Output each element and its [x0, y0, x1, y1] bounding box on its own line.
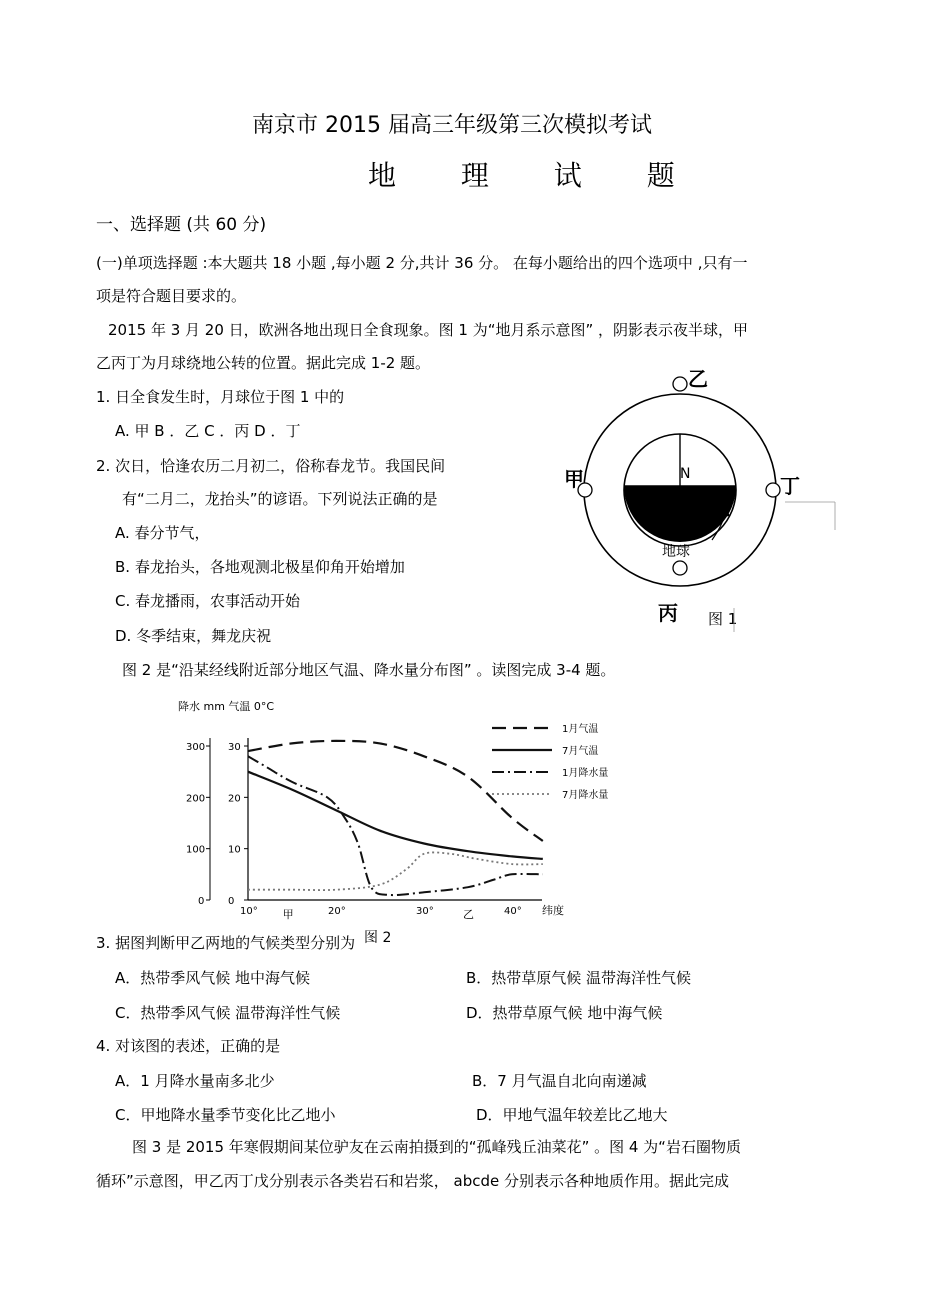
question-2-stem-1: 2. 次日，恰逢农历二月初二，俗称春龙节。我国民间: [96, 457, 446, 475]
series-line-3: [248, 756, 543, 895]
label-jia: 甲: [564, 467, 584, 491]
question-4-option-b: B．7 月气温自北向南递减: [472, 1072, 647, 1090]
legend-label-1: 1月气温: [562, 724, 599, 735]
moon-position-bing: [673, 561, 687, 575]
question-1-stem: 1. 日全食发生时，月球位于图 1 中的: [96, 388, 345, 406]
section-heading: 一、选择题 (共 60 分): [96, 215, 267, 235]
intro-q5-line-1: 图 3 是 2015 年寒假期间某位驴友在云南拍摄到的“孤峰残丘油菜花” 。图 4 为“岩石圈物质: [132, 1138, 741, 1156]
earth-label: 地球: [662, 544, 690, 560]
precip-tick-label: 200: [186, 793, 206, 805]
x-axis-label: 纬度: [542, 904, 564, 917]
question-3-option-c: C．热带季风气候 温带海洋性气候: [115, 1004, 341, 1022]
exam-title: 南京市 2015 届高三年级第三次模拟考试: [252, 113, 652, 138]
question-2-option-b: B. 春龙抬头，各地观测北极星仰角开始增加: [115, 558, 405, 576]
question-4-option-d: D．甲地气温年较差比乙地大: [476, 1106, 668, 1124]
precip-tick-label: 300: [186, 742, 206, 753]
figure-1-caption: 图 1: [708, 610, 738, 628]
question-2-option-a: A. 春分节气，: [115, 524, 210, 542]
question-2-option-c: C. 春龙播雨，农事活动开始: [115, 592, 301, 610]
x-tick-label: 20°: [328, 906, 346, 917]
intro-q1-2-line-2: 乙丙丁为月球绕地公转的位置。据此完成 1-2 题。: [96, 354, 431, 372]
north-label: N: [680, 466, 691, 482]
question-3-option-d: D．热带草原气候 地中海气候: [466, 1004, 663, 1022]
page-title: 地 理 试 题: [368, 159, 703, 192]
label-bing: 丙: [658, 601, 678, 625]
question-1-options: A. 甲 B ．乙 C ．丙 D ．丁: [115, 422, 301, 440]
series-line-1: [248, 741, 543, 841]
x-tick-label: 40°: [504, 906, 522, 917]
question-2-option-d: D. 冬季结束，舞龙庆祝: [115, 627, 272, 645]
temp-tick-label: 30: [228, 742, 241, 753]
question-2-stem-2: 有“二月二，龙抬头”的谚语。下列说法正确的是: [122, 490, 438, 508]
x-tick-label: 30°: [416, 906, 434, 917]
x-place-label: 乙: [463, 908, 474, 921]
instructions-line-2: 项是符合题目要求的。: [96, 287, 247, 305]
label-yi: 乙: [688, 367, 708, 391]
temp-tick-label: 20: [228, 793, 241, 805]
moon-position-yi: [673, 377, 687, 391]
intro-q1-2-line-1: 2015 年 3 月 20 日，欧洲各地出现日全食现象。图 1 为“地月系示意图” ，阴影表示夜半球，甲: [108, 321, 749, 339]
precip-tick-label: 0: [198, 896, 205, 907]
series-line-4: [248, 852, 543, 890]
question-4-stem: 4. 对该图的表述，正确的是: [96, 1037, 281, 1055]
question-3-option-b: B．热带草原气候 温带海洋性气候: [466, 969, 692, 987]
intro-q3-4: 图 2 是“沿某经线附近部分地区气温、降水量分布图” 。读图完成 3-4 题。: [122, 661, 616, 679]
legend-label-2: 7月气温: [562, 746, 599, 757]
legend-label-4: 7月降水量: [562, 790, 609, 801]
instructions-line-1: (一)单项选择题 :本大题共 18 小题 ,每小题 2 分,共计 36 分。 在每小题给出的四个选项中 ,只有一: [96, 254, 748, 272]
figure-2-caption: 图 2: [364, 930, 392, 946]
question-3-option-a: A．热带季风气候 地中海气候: [115, 969, 311, 987]
moon-position-ding: [766, 483, 780, 497]
legend-label-3: 1月降水量: [562, 768, 609, 779]
series-line-2: [248, 772, 543, 859]
x-tick-label: 10°: [240, 906, 258, 917]
x-place-label: 甲: [282, 908, 294, 921]
precip-tick-label: 100: [186, 844, 206, 856]
question-3-stem: 3. 据图判断甲乙两地的气候类型分别为: [96, 934, 356, 952]
label-ding: 丁: [780, 474, 800, 498]
night-hemisphere: [624, 486, 736, 542]
temp-tick-label: 10: [228, 844, 241, 856]
intro-q5-line-2: 循环”示意图，甲乙丙丁戊分别表示各类岩石和岩浆， abcde 分别表示各种地质作用。据此完成: [96, 1172, 730, 1190]
chart-y-header: 降水 mm 气温 0°C: [178, 700, 275, 713]
question-4-option-a: A．1 月降水量南多北少: [115, 1072, 275, 1090]
question-4-option-c: C．甲地降水量季节变化比乙地小: [115, 1106, 336, 1124]
figure-1-earth-moon-diagram: [550, 360, 850, 635]
temp-tick-label: 0: [228, 896, 235, 907]
figure-2-climate-chart: [170, 690, 610, 950]
